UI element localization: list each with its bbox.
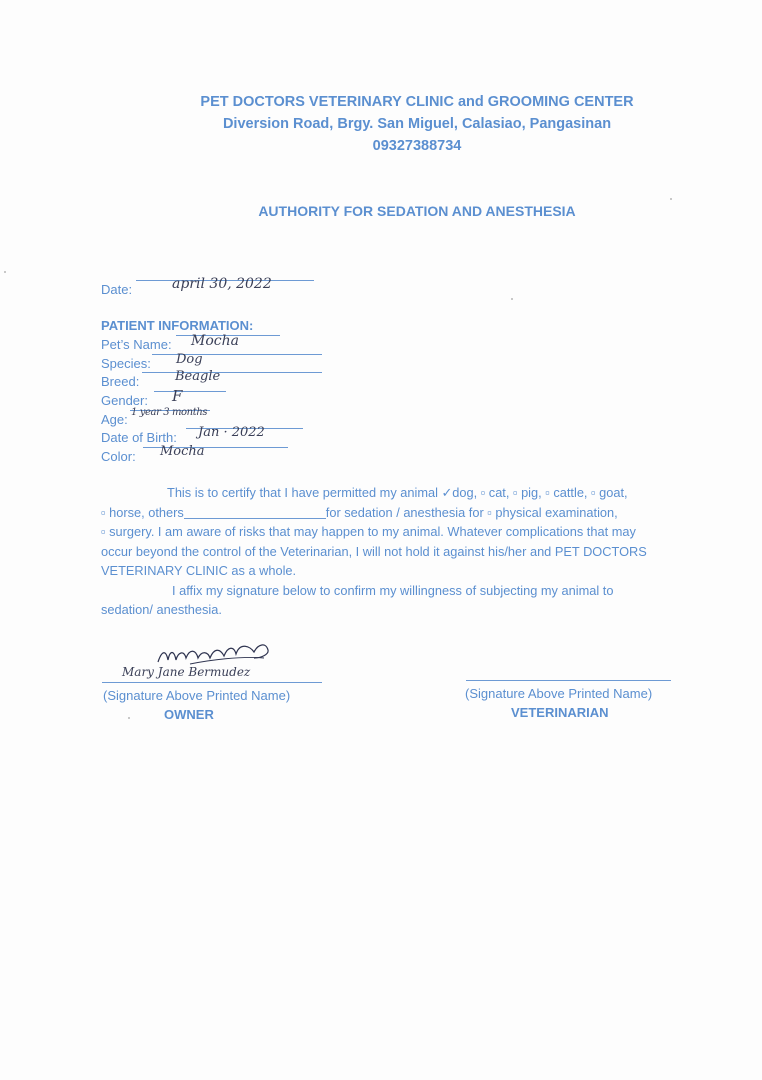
age-label: Age: bbox=[101, 412, 128, 427]
gender-label: Gender: bbox=[101, 393, 148, 408]
cert-line-7: sedation/ anesthesia. bbox=[101, 602, 222, 617]
color-label: Color: bbox=[101, 449, 136, 464]
breed-label: Breed: bbox=[101, 374, 140, 389]
scan-speck bbox=[511, 298, 513, 300]
others-blank[interactable] bbox=[184, 518, 326, 519]
gender-line bbox=[154, 391, 226, 392]
cert-line-1: This is to certify that I have permitted my animal ✓dog, ▫ cat, ▫ pig, ▫ cattle, ▫ goat, bbox=[167, 485, 628, 500]
owner-signature-caption: (Signature Above Printed Name) bbox=[103, 688, 291, 703]
cert-line-2b: for sedation / anesthesia for ▫ physical examination, bbox=[325, 504, 618, 520]
scan-speck bbox=[128, 717, 130, 719]
color-value[interactable]: Mocha bbox=[160, 444, 205, 459]
vet-signature-line[interactable] bbox=[466, 680, 671, 681]
owner-role: OWNER bbox=[164, 707, 214, 722]
clinic-phone: 09327388734 bbox=[372, 138, 462, 154]
owner-printed-name[interactable]: Mary Jane Bermudez bbox=[122, 665, 251, 679]
breed-value[interactable]: Beagle bbox=[175, 369, 221, 384]
date-label: Date: bbox=[101, 282, 133, 297]
species-label: Species: bbox=[101, 356, 151, 371]
vet-role: VETERINARIAN bbox=[511, 705, 609, 720]
clinic-name: PET DOCTORS VETERINARY CLINIC and GROOMING CENTER bbox=[200, 94, 634, 110]
cert-line-2a: ▫ horse, others bbox=[101, 504, 184, 520]
cert-line-3: ▫ surgery. I am aware of risks that may happen to my animal. Whatever complications that may bbox=[101, 524, 636, 539]
dob-label: Date of Birth: bbox=[101, 430, 177, 445]
gender-value[interactable]: F bbox=[172, 387, 183, 405]
cert-line-6: I affix my signature below to confirm my willingness of subjecting my animal to bbox=[172, 582, 614, 598]
owner-signature-line bbox=[102, 682, 322, 683]
cert-line-2 bbox=[101, 503, 691, 523]
pets-name-value[interactable]: Mocha bbox=[191, 333, 239, 349]
cert-line-5: VETERINARY CLINIC as a whole. bbox=[101, 563, 297, 578]
patient-info-heading: PATIENT INFORMATION: bbox=[101, 318, 254, 333]
form-title: AUTHORITY FOR SEDATION AND ANESTHESIA bbox=[258, 203, 576, 219]
date-value[interactable]: april 30, 2022 bbox=[172, 276, 272, 292]
age-value[interactable]: 1 year 3 months bbox=[131, 407, 208, 418]
scan-speck bbox=[4, 271, 6, 273]
clinic-address: Diversion Road, Brgy. San Miguel, Calasiao, Pangasinan bbox=[222, 116, 612, 132]
breed-line bbox=[142, 372, 322, 373]
vet-signature-caption: (Signature Above Printed Name) bbox=[465, 686, 653, 701]
pets-name-label: Pet’s Name: bbox=[101, 337, 172, 352]
dob-value[interactable]: Jan · 2022 bbox=[198, 425, 265, 440]
scan-speck bbox=[670, 198, 672, 200]
certification-text bbox=[101, 483, 691, 620]
cert-line-4: occur beyond the control of the Veterinarian, I will not hold it against his/her and PET DOCTORS bbox=[101, 543, 647, 559]
species-value[interactable]: Dog bbox=[176, 352, 203, 367]
